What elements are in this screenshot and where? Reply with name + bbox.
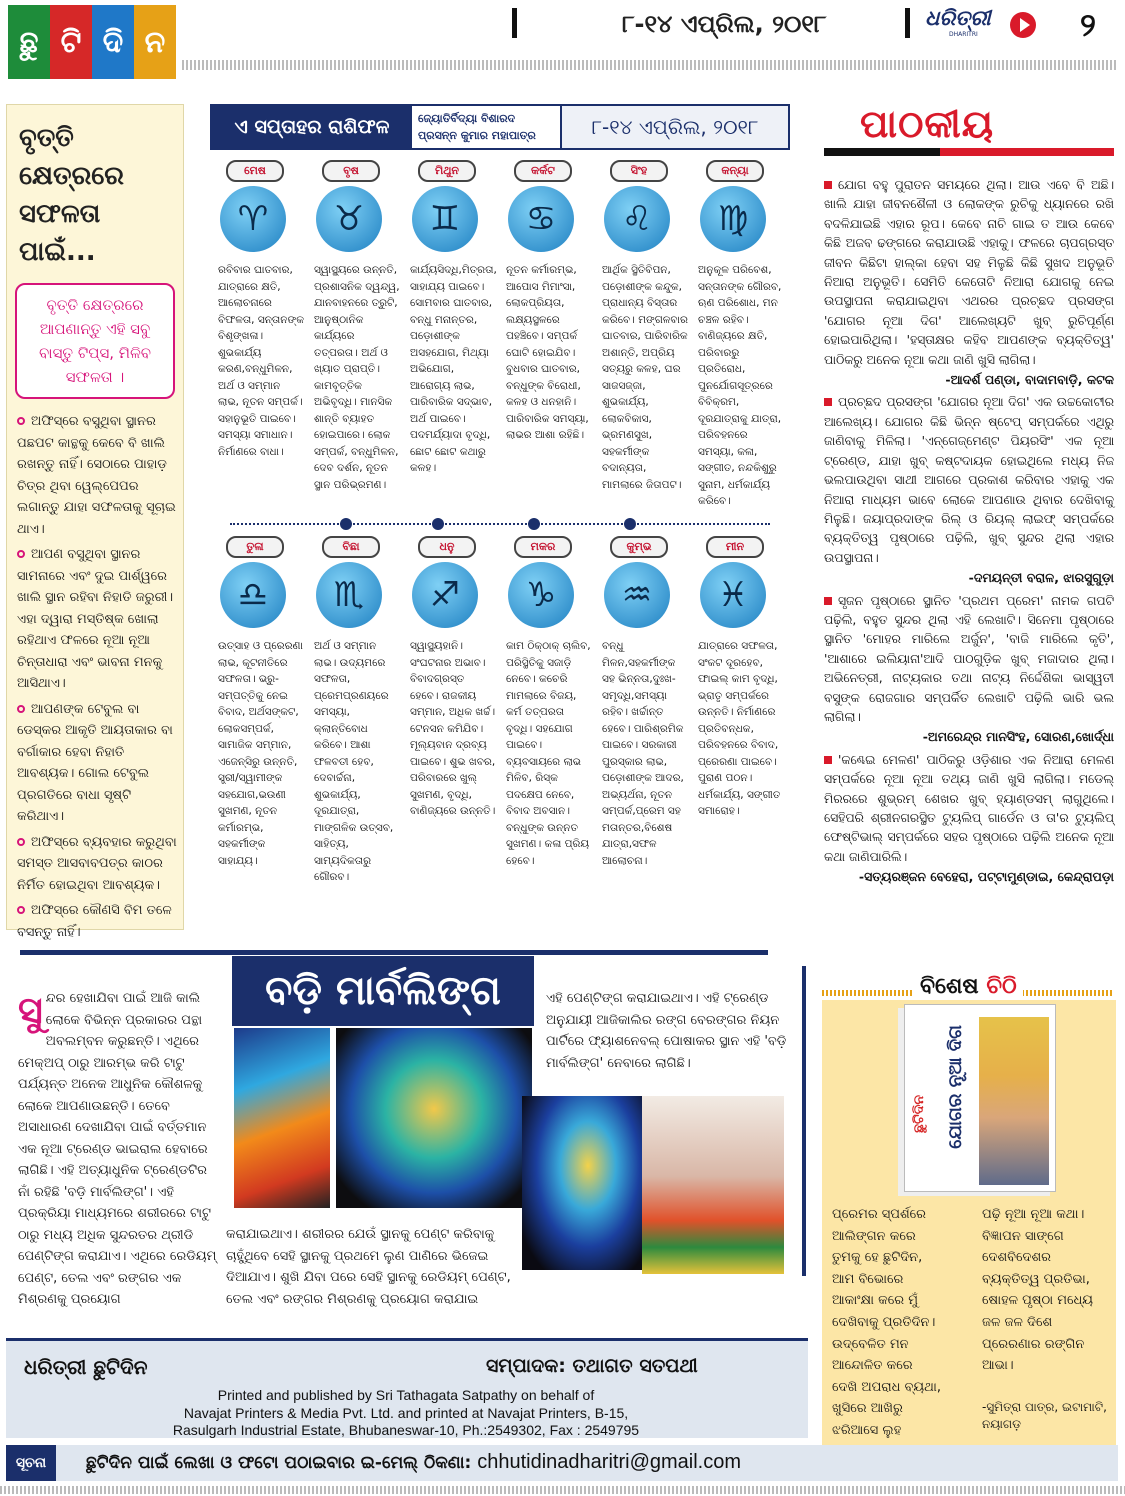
cancer-icon: ♋ bbox=[508, 186, 574, 252]
leo-icon: ♌ bbox=[604, 186, 670, 252]
sign-forecast: କାର୍ଯ୍ୟସିଦ୍ଧି,ମିତ୍ରତା, ସାହାଯ୍ୟ ପାଇବେ। ସୋମବାର ଘାତବାର, ବନ୍ଧୁ ମନାନ୍ତର, ପଡ଼ୋଶୀଙ୍କ ଅସହଯୋଗ, ମିଥ୍ୟା ଅଭିଯୋଗ, ଆରୋଗ୍ୟ ଲାଭ, ପାରିବାରିକ ସଦ୍ଭାବ, ଅର୍ଥ ପାଇବେ। ପଦମର୍ଯ୍ୟାଦା ବୃଦ୍ଧି, ଛୋଟ ଛୋଟ କଥାରୁ କଳହ। bbox=[410, 264, 497, 474]
poem-line: ପ୍ରେରଣାର ରଙ୍ଗିନ bbox=[982, 1336, 1085, 1352]
scorpio-icon: ♏ bbox=[316, 562, 382, 628]
bottom-rule bbox=[0, 1486, 1125, 1494]
letters-list bbox=[824, 176, 1114, 887]
sign-card-virgo bbox=[690, 160, 786, 505]
sign-card-leo bbox=[594, 160, 690, 505]
horoscope-title: ଏ ସପ୍ତାହର ରାଶିଫଳ bbox=[212, 106, 412, 148]
sign-forecast: ନୂତନ କର୍ମାରମ୍ଭ, ଆପୋସ ମିମାଂସା, ଲୋକପ୍ରିୟତା, ଲକ୍ଷ୍ୟସ୍ଥଳରେ ପହଞ୍ଚିବେ। ସମ୍ପର୍କ ଘୋଟି ହୋଇଯିବ। ବୁଧବାର ଘାତବାର, ବନ୍ଧୁଙ୍କ ବିରୋଧୀ, କଳହ ଓ ଧନହାନି। ପାରିବାରିକ ସମସ୍ୟା, ଲାଭର ଆଶା ରହିଛି। bbox=[506, 264, 589, 441]
aquarius-icon: ♒ bbox=[604, 562, 670, 628]
sign-forecast: ଯାତ୍ରାରେ ସଫଳତା, ସଂକଟ ଦୂରହେବ, ଫାଇଲ୍ କାମ ବୃଦ୍ଧି, ଭ୍ରାତୃ ସମ୍ପର୍କରେ ଉନ୍ନତି। ନିର୍ମାଣରେ ପ୍ରତିବନ୍ଧକ, ପରିବହନରେ ବିବାଦ, ପ୍ରେରଣା ପାଇବେ। ପୁରାଣ ପଠନ। ଧର୍ମକାର୍ଯ୍ୟ, ସଙ୍ଗୀତ ସମାରୋହ। bbox=[698, 640, 781, 817]
special-title-a: ବିଶେଷ bbox=[920, 974, 979, 999]
drop-cap: ସୁ bbox=[18, 988, 43, 1032]
marbling-painting-photo bbox=[642, 1096, 784, 1274]
poem-line: ପଢ଼ି ନୂଆ ନୂଆ କଥା। bbox=[982, 1207, 1085, 1222]
poem-line: ଷୋହଳ ପୃଷ୍ଠା ମଧ୍ୟେ bbox=[982, 1293, 1094, 1309]
poem-line: ଦେଖିବାକୁ ପ୍ରତିଦିନ। bbox=[832, 1314, 936, 1330]
author-line: ଜ୍ୟୋତିର୍ବିଦ୍ୟା ବିଶାରଦ bbox=[418, 112, 516, 125]
logo-letter: ଛୁ bbox=[8, 5, 50, 79]
footer-imprint bbox=[6, 1338, 808, 1438]
sign-forecast: ଅନୁକୂଳ ପରିବେଶ, ସନ୍ତାନଙ୍କ ଗୌରବ, ଋଣ ପରିଶୋଧ, ମନ ଚଞ୍ଚଳ ରହିବ। ବାଣିଜ୍ୟରେ କ୍ଷତି, ପରିବାରରୁ ପ୍ରତିରୋଧ, ପୁନର୍ଯୋଗସୂତ୍ରରେ ବିବିକ୍ରମ, ଦୂରଯାତ୍ରାକୁ ଯାତ୍ରା, ପରିବହନରେ ସମସ୍ୟା, କଳା, ସଙ୍ଗୀତ, ନନ୍ଦକିଶୁରୁ ସୁନାମ, ଧର୍ମକାର୍ଯ୍ୟ କରିବେ। bbox=[698, 264, 782, 507]
capricorn-icon: ♑ bbox=[508, 562, 574, 628]
tip-text: ଅଫିସ୍‌ରେ କୌଣସି ବିମ ତଳେ ବସନ୍ତୁ ନାହିଁ। bbox=[17, 903, 172, 940]
magazine-headline: ଯୋଗର ନୂଆ ଦିଗ bbox=[945, 1025, 966, 1149]
notice-text bbox=[86, 1451, 741, 1474]
sign-name: କନ୍ୟା bbox=[706, 160, 764, 182]
sign-card-scorpio bbox=[306, 536, 402, 881]
tip-text: ଆପଣ ବସୁଥିବା ସ୍ଥାନର ସାମନାରେ ଏବଂ ଦୁଇ ପାର୍ଶ୍ୱରେ ଖାଲି ସ୍ଥାନ ରହିବା ନିହାତି ଜରୁରୀ। ଏହା ଦ୍ୱାରା ମସ୍ତିଷ୍କ ଖୋଲା ରହିଥାଏ ଫଳରେ ନୂଆ ନୂଆ ଚିନ୍ତାଧାରା ଏବଂ ଭାବନା ମନକୁ ଆସିଥାଏ। bbox=[17, 547, 174, 691]
issue-date: ୮-୧୪ ଏପ୍ରିଲ, ୨୦୧୮ bbox=[622, 10, 827, 38]
author-line: ପ୍ରସନ୍ନ କୁମାର ମହାପାତ୍ର bbox=[418, 129, 536, 142]
poem-line: ପ୍ରେମର ସ୍ପର୍ଶରେ bbox=[832, 1207, 927, 1222]
logo-letter: ନ bbox=[134, 5, 176, 79]
poem-line: ବିଜ୍ଞାପନ ସାଙ୍ଗେ bbox=[982, 1228, 1064, 1244]
marbling-col3: ଏହି ପେଣ୍ଟିଙ୍ଗ କରାଯାଇଥାଏ। ଏହି ଟ୍ରେଣ୍ଡ ଅନୁଯାୟୀ ଆଜିକାଲିର ରଙ୍ଗ ବେରଙ୍ଗର ନିୟନ ପାର୍ଟିରେ ଫ୍ୟାଶନେବଲ୍ ପୋଷାକର ସ୍ଥାନ ଏହି 'ବଡ଼ି ମାର୍ବଲିଙ୍ଗ' ନେବାରେ ଲାଗିଛି। bbox=[546, 991, 787, 1071]
letter-signature: -ଦମୟନ୍ତୀ ବରାଳ, ଝାରସୁଗୁଡ଼ା bbox=[968, 570, 1114, 586]
notice-email[interactable]: chhutidinadharitri@gmail.com bbox=[477, 1451, 741, 1473]
sign-name: ସିଂହ bbox=[610, 160, 668, 182]
sign-name: ମକର bbox=[514, 536, 572, 558]
sign-forecast: ଆର୍ଥିକ ସ୍ଥିତିବିପନ, ପଡ଼ୋଶୀଙ୍କ କନ୍ଦୁକ, ପ୍ରାଧାନ୍ୟ ବିସ୍ତାର କରିବେ। ମଙ୍ଗଳବାର ଘାତବାର, ପାରିବାରିକ ଅଶାନ୍ତି, ଅପ୍ରିୟ ସତ୍ୟରୁ କଳହ, ଘର ସାଜସଜ୍ଜା, ଶୁଭକାର୍ଯ୍ୟ, ଲୋକବିକାସ, ଭ୍ରମଣସୁଖ, ସହକର୍ମୀଙ୍କ ବଦାନ୍ୟତା, ମାମଲାରେ ଜିତାପଟ। bbox=[602, 264, 688, 491]
footer-imprint-text bbox=[116, 1387, 696, 1440]
footer-editor: ସମ୍ପାଦକ: ତଥାଗତ ସତପଥୀ bbox=[486, 1355, 698, 1377]
section-top-rule bbox=[20, 950, 768, 955]
poem-line: ଆକାଂକ୍ଷା କରେ ମୁଁ bbox=[832, 1293, 918, 1309]
letter-item bbox=[824, 751, 1114, 887]
separator-dot bbox=[340, 518, 352, 530]
sign-card-aquarius bbox=[594, 536, 690, 881]
sign-card-capricorn bbox=[498, 536, 594, 881]
imprint-line: Rasulgarh Industrial Estate, Bhubaneswar-10, Ph.:2549302, Fax : 2549795 bbox=[172, 1422, 640, 1438]
poem-right bbox=[982, 1204, 1112, 1433]
letter-item bbox=[824, 592, 1114, 747]
notice-label: ସୂଚନା bbox=[6, 1445, 56, 1481]
letter-item bbox=[824, 393, 1114, 587]
poem-line: ତୁମକୁ ହେ ଛୁଟିଦିନ, bbox=[832, 1250, 923, 1266]
sign-name: ଧନୁ bbox=[418, 536, 476, 558]
separator-dot bbox=[624, 518, 636, 530]
sign-name: କର୍କଟ bbox=[514, 160, 572, 182]
poem-signature: -ସୁମିତ୍ରା ପାତ୍ର, ଇଟାମାଟି, ନୟାଗଡ଼ bbox=[982, 1399, 1107, 1431]
marbling-hand-photo bbox=[234, 1028, 330, 1208]
letters-title: ପାଠକୀୟ bbox=[860, 102, 995, 146]
sign-forecast: କାମ ଠିକ୍‌ଠାକ୍ ଚାଲିବ, ପରିସ୍ଥିତିକୁ ସଜାଡ଼ି ନେବେ। କଚେରି ମାମଲାରେ ବିଜୟ, କର୍ମ ତତ୍ପରତା ବୃଦ୍ଧି। ସହଯୋଗ ପାଇବେ। ବ୍ୟବସାୟରେ ଲାଭ ମିଳିବ, ରିସ୍କ ପଦକ୍ଷେପ ନେବେ, ବିବାଦ ଅବସାନ। ବନ୍ଧୁଙ୍କ ଉନ୍ନତ ସୁଖମଣ। କଳା ପ୍ରିୟ ହେବେ। bbox=[506, 640, 591, 867]
marbling-face-photo bbox=[336, 1028, 532, 1208]
letter-text: ପ୍ରଚ୍ଛଦ ପ୍ରସଙ୍ଗ 'ଯୋଗର ନୂଆ ଦିଗ' ଏକ ଉଚ୍ଚକୋଟୀର ଆଲେଖ୍ୟ। ଯୋଗର କିଛି ଭିନ୍ନ ଷ୍ଟେପ୍ ସମ୍ପର୍କରେ ଏଥିରୁ ଜାଣିବାକୁ ମିଳିଲା। 'ଏନ୍‌ଗେଜ୍‌ମେଣ୍ଟ ପିୟରସିଂ' ଏକ ନୂଆ ଟ୍ରେଣ୍ଡ, ଯାହା ଖୁବ୍ କଷ୍ଟଦାୟକ ହୋଇଥିଲେ ମଧ୍ୟ ନିଜ ଭଲପାଉଥିବା ସାଥୀ ଆଗରେ ପ୍ରକାଶ କରିବାର ଏହାକୁ ଏକ ନିଆରା ମାଧ୍ୟମ ଭାବେ ଲୋକେ ଆପଣାଉ ଥିବାର ଦେଖିବାକୁ ମିଳୁଛି। ଜୟାପ୍ରଦାଙ୍କ ରିଲ୍ ଓ ରିୟଲ୍ ଲାଇଫ୍ ସମ୍ପର୍କରେ ବ୍ୟକ୍ତିତ୍ୱ ପୃଷ୍ଠାରେ ପଢ଼ିଲି, ଖୁବ୍ ସୁନ୍ଦର ଥିଲା ଏହାର ଉପସ୍ଥାପନା। bbox=[824, 395, 1114, 565]
play-icon bbox=[1010, 12, 1036, 38]
sign-card-pisces bbox=[690, 536, 786, 881]
sign-card-taurus bbox=[306, 160, 402, 505]
masthead-logo bbox=[8, 5, 178, 79]
footer-notice bbox=[6, 1445, 1118, 1481]
notice-label-text: ଛୁଟିଦିନ ପାଇଁ ଲେଖା ଓ ଫଟୋ ପଠାଇବାର ଇ-ମେଲ୍ ଠିକଣା: bbox=[86, 1453, 472, 1473]
tip-item bbox=[17, 544, 177, 695]
tip-text: ଆପଣଙ୍କ ଟେବୁଲ ବା ଡେସ୍କର ଆକୃତି ଆୟତାକାର ବା ବର୍ଗାକାର ହେବା ନିହାତି ଆବଶ୍ୟକ। ଗୋଲ ଟେବୁଲ ପ୍ରଗତିରେ ବାଧା ସୃଷ୍ଟି କରିଥାଏ। bbox=[17, 701, 173, 824]
sign-name: ତୁଳା bbox=[226, 536, 284, 558]
sign-name: ମୀନ bbox=[706, 536, 764, 558]
special-title bbox=[914, 974, 1023, 999]
letter-signature: -ଆଦର୍ଶ ପଣ୍ଡା, ବାଦାମବାଡ଼ି, କଟକ bbox=[945, 372, 1114, 388]
sign-name: ମିଥୁନ bbox=[418, 160, 476, 182]
brand-sub: DHARITRI bbox=[949, 31, 978, 38]
poem-line: ଆଲିଙ୍ଗନ କରେ bbox=[832, 1228, 916, 1244]
logo-letter: ଦି bbox=[92, 5, 134, 79]
horoscope-date: ୮-୧୪ ଏପ୍ରିଲ, ୨୦୧୮ bbox=[562, 106, 788, 148]
magazine-photo bbox=[979, 1017, 1049, 1185]
sign-card-sagittarius bbox=[402, 536, 498, 881]
sign-name: ମେଷ bbox=[226, 160, 284, 182]
marbling-col1 bbox=[18, 988, 223, 1311]
letter-signature: -ଅମରେନ୍ଦ୍ର ମାନସିଂହ, ସୋରଣ,ଖୋର୍ଦ୍ଧା bbox=[922, 729, 1114, 745]
letter-text: 'କଣ୍ଢେଇ ମେଳଣ' ପାଠିକରୁ ଓଡ଼ିଶାର ଏକ ନିଆରା ମେଳଣ ସମ୍ପର୍କରେ ନୂଆ ନୂଆ ତଥ୍ୟ ଜାଣି ଖୁସି ଲାଗିଲା। ମଡେଲ୍ ମିରରରେ ଶୁଭ୍ରମ୍ ଶେଖର ଖୁବ୍ ହ୍ୟାଣ୍ଡସମ୍ ଲାଗୁଥିଲେ। ସେହିପରି ଶ୍ରୀନଗରସ୍ଥିତ ଟ୍ୟୁଲିପ୍ ଗାର୍ଡେନ ଓ ତା'ର ଟ୍ୟୁଲିପ୍ ଫେଷ୍ଟିଭାଲ୍ ସମ୍ପର୍କରେ ସହର ପୃଷ୍ଠାରେ ପଢ଼ିଲି ଅନେକ ନୂଆ କଥା ଜାଣିପାରିଲି। bbox=[824, 752, 1114, 864]
poem-line: ଖୁସିରେ ଆଖିରୁ bbox=[832, 1401, 903, 1417]
separator-dot bbox=[432, 518, 444, 530]
special-panel bbox=[822, 1000, 1116, 1480]
poem-line: ଦେଖି ଅପରାଧ ବ୍ୟଥା, bbox=[832, 1379, 941, 1395]
special-title-b: ଚିଠି bbox=[986, 974, 1017, 999]
sign-forecast: ଉତ୍ସାହ ଓ ପ୍ରେରଣା ଲାଭ, କୂଟନୀତିରେ ସଫଳତା। ଭ୍ରୁ-ସମ୍ପତ୍ତିକୁ ନେଇ ବିବାଦ, ଅର୍ଥସଙ୍କଟ, ଲୋକସମ୍ପର୍କ, ସାମାଜିକ ସମ୍ମାନ, ଏଜେନ୍ସିରୁ ଉନ୍ନତି, ସ୍ତ୍ରୀ/ସ୍ୱାମୀଙ୍କ ସହଯୋଗ,ଭଉଣୀ ସୁଖମଣ, ନୂତନ କର୍ମାରମ୍ଭ, ସହକର୍ମୀଙ୍କ ସାହାଯ୍ୟ। bbox=[218, 640, 303, 867]
tips-title: ବୃତ୍ତି କ୍ଷେତ୍ରରେ ସଫଳତା ପାଇଁ... bbox=[19, 123, 125, 267]
letters-section bbox=[818, 100, 1118, 945]
footer-brand: ଧରିତ୍ରୀ ଛୁଟିଦିନ bbox=[24, 1355, 148, 1379]
magazine-label: ଛୁଟିଦିନ bbox=[911, 1095, 927, 1133]
sagittarius-icon: ♐ bbox=[412, 562, 478, 628]
taurus-icon: ♉ bbox=[316, 186, 382, 252]
poem-left bbox=[832, 1204, 972, 1442]
tip-text: ଅଫିସ୍‌ରେ ବ୍ୟବହାର କରୁଥିବା ସମସ୍ତ ଆସବାବପତ୍ର କାଠର ନିର୍ମିତ ହୋଇଥିବା ଆବଶ୍ୟକ। bbox=[17, 834, 177, 893]
marbling-title: ବଡ଼ି ମାର୍ବଲିଙ୍ଗ bbox=[232, 956, 534, 1026]
imprint-line: Printed and published by Sri Tathagata Satpathy on behalf of bbox=[217, 1387, 595, 1403]
sign-forecast: ସ୍ୱାସ୍ଥ୍ୟରେ ଉନ୍ନତି, ପ୍ରଶାସନିକ ଦ୍ୱନ୍ଦ୍ୱ, ଯାନବାହନରେ ତ୍ରୁଟି, ଆନୁଷ୍ଠାନିକ କାର୍ଯ୍ୟରେ ତତ୍ପରତା। ଅର୍ଥ ଓ ଖ୍ୟାତ ପ୍ରାପ୍ତି। କାମବୃତ୍ତିକ ଅଭିବୃଦ୍ଧି। ମାନସିକ ଶାନ୍ତି ବ୍ୟାହତ ହୋଇପାରେ। ଲୋକ ସମ୍ପର୍କ, ବନ୍ଧୁମିଳନ, ଦେବ ଦର୍ଶନ, ନୂତନ ସ୍ଥାନ ପରିଭ୍ରମଣ। bbox=[314, 264, 400, 491]
tip-item bbox=[17, 900, 177, 943]
sign-forecast: ରବିବାର ଘାତବାର, ଯାତ୍ରାରେ କ୍ଷତି, ଆଲୋଚନାରେ ବିଫଳତା, ସନ୍ତାନଙ୍କ ବିଶୃଙ୍ଖଳା। ଶୁଭକାର୍ଯ୍ୟ କରଣ,ବନ୍ଧୁମିଳନ, ଅର୍ଥ ଓ ସମ୍ମାନ ଲାଭ, ନୂତନ ସମ୍ପର୍କ। ସହାନୁଭୂତି ପାଇବେ। ସମସ୍ୟା ସମାଧାନ। ନିର୍ମାଣରେ ବାଧା। bbox=[218, 264, 304, 458]
sign-forecast: ବନ୍ଧୁ ମିଳନ,ସହକର୍ମୀଙ୍କ ସହ ଭିନ୍ନତା,ଦୁଃଖ-ସମୃଦ୍ଧି,ସମସ୍ୟା ରହିବ। ଖର୍ଚ୍ଚାନ୍ତ ହେବେ। ପାରିଶ୍ରମିକ ପାଇବେ। ସରକାରୀ ପୁରସ୍କାର ଲାଭ, ପଡ଼ୋଶୀଙ୍କ ଆଦର, ଅଭ୍ୟର୍ଥନା, ନୂତନ ସମ୍ପର୍କ,ପ୍ରେମ ସହ ମତାନ୍ତର,ବିଶେଷ ଯାତ୍ରା,ସଫଳ ଆଲୋଚନା। bbox=[602, 640, 684, 867]
sign-name: କୁମ୍ଭ bbox=[610, 536, 668, 558]
masthead-divider bbox=[905, 8, 910, 38]
poem-line: ଆନ୍ଦୋଳିତ କରେ bbox=[832, 1358, 913, 1374]
libra-icon: ♎ bbox=[220, 562, 286, 628]
poem-line: ଝରିଆସେ ଲୁହ bbox=[832, 1422, 902, 1438]
masthead bbox=[0, 0, 1125, 80]
masthead-divider bbox=[512, 8, 517, 38]
virgo-icon: ♍ bbox=[700, 186, 766, 252]
body-marbling-section bbox=[0, 946, 810, 1330]
letters-title-rule bbox=[824, 148, 1114, 156]
poem-line: ଜଳ ଜଳ ଦିଶେ bbox=[982, 1314, 1053, 1330]
tip-text: ଅଫିସ୍‌ରେ ବସୁଥିବା ସ୍ଥାନର ପଛପଟ କାନ୍ଥକୁ କେବେ ବି ଖାଲି ରଖନ୍ତୁ ନାହିଁ। ସେଠାରେ ପାହାଡ଼ ଚିତ୍ର ଥିବା ୱେଲ୍‌ପେପର ଲଗାନ୍ତୁ ଯାହା ସଫଳତାକୁ ସୂଚାଇ ଥାଏ। bbox=[17, 414, 176, 537]
sign-forecast: ସ୍ୱାସ୍ଥ୍ୟହାନି। ସଂଘଟନାର ଅଭାବ। ବିବାଦଗ୍ରସ୍ତ ହେବେ। ରାଜକୀୟ ସମ୍ମାନ, ଅଧିକ ଖର୍ଚ୍ଚ। ଟେନସନ କମିଯିବ। ମୂଲ୍ୟବାନ ଦ୍ରବ୍ୟ ପାଇବେ। ଶୁଭ ଖବର, ପରିବାରରେ ଖୁଲ୍ ସୁଖମଣ, ବୃଦ୍ଧି, ବାଣିଜ୍ୟରେ ଉନ୍ନତି। bbox=[410, 640, 496, 817]
tip-item bbox=[17, 699, 177, 828]
letter-text: ସୃଜନ ପୃଷ୍ଠାରେ ସ୍ଥାନିତ 'ପ୍ରଥମ ପ୍ରେମ' ନାମକ ଗପଟି ପଢ଼ିଲି, ବହୁତ ସୁନ୍ଦର ଥିଲା ଏହି ଲେଖାଟି। ସିନେମା ପୃଷ୍ଠାରେ ସ୍ଥାନିତ 'ମୋହର ମାରିଲେ ଅର୍ଜୁନ', 'ବାଜି ମାରିଲେ କୃତି', 'ଆଶାରେ ଇଲିୟାନା'ଆଦି ପାଠଗୁଡ଼ିକ ଖୁବ୍ ମଜାଦାର ଥିଲା। ଅଭିନେତ୍ରୀ, ନାଟ୍ୟକାର ତଥା ନାଟ୍ୟ ନିର୍ଦ୍ଦେଶିକା ଭାସ୍ୱତୀ ବସୁଙ୍କ ରୋଜଗାର ସମ୍ପର୍କିତ ଲେଖାଟି ପଢ଼ିଲି ଭାରି ଭଲ ଲାଗିଲା। bbox=[824, 593, 1114, 724]
masthead-rule bbox=[182, 60, 1118, 70]
poem-line: ଦେଶବିଦେଶର bbox=[982, 1250, 1051, 1266]
brand-name: ଧରିତ୍ରୀ bbox=[925, 6, 991, 30]
article-text: ନ୍ଦର ହେଖାଯିବା ପାଇଁ ଆଜି କାଲି ଲୋକେ ବିଭିନ୍ନ ପ୍ରକାରର ପନ୍ଥା ଅବଲମ୍ବନ କରୁଛନ୍ତି। ଏଥିରେ ମେକ୍‌ଅପ୍ ଠାରୁ ଆରମ୍ଭ କରି ଟାଟୁ ପର୍ଯ୍ୟନ୍ତ ଅନେକ ଆଧୁନିକ କୌଶଳକୁ ଲୋକେ ଆପଣାଉଛନ୍ତି। ତେବେ ଅସାଧାରଣ ଦେଖାଯିବା ପାଇଁ ବର୍ତ୍ତମାନ ଏକ ନୂଆ ଟ୍ରେଣ୍ଡ ଭାଇରାଲ ହେବାରେ ଲାଗିଛି। ଏହି ଅତ୍ୟାଧୁନିକ ଟ୍ରେଣ୍ଡଟିର ନାଁ ରହିଛି 'ବଡ଼ି ମାର୍ବଲିଙ୍ଗ'। ଏହି ପ୍ରକ୍ରିୟା ମାଧ୍ୟମରେ ଶରୀରରେ ଟାଟୁ ଠାରୁ ମଧ୍ୟ ଅଧିକ ସୁନ୍ଦରତର ଥ୍ରୀଡି ପେଣ୍ଟିଙ୍ଗ କରାଯାଏ। ଏଥିରେ ରେଡିୟମ୍ ପେଣ୍ଟ, ତେଲ ଏବଂ ରଙ୍ଗର ଏକ ମିଶ୍ରଣକୁ ପ୍ରୟୋଗ bbox=[18, 991, 217, 1307]
logo-letter: ଟି bbox=[50, 5, 92, 79]
horoscope-header bbox=[210, 104, 790, 150]
letter-signature: -ସତ୍ୟରଞ୍ଜନ ବେହେରା, ପଟ୍ଟାମୁଣ୍ଡାଇ, କେନ୍ଦ୍ରାପଡ଼ା bbox=[858, 869, 1114, 885]
letter-text: ଯୋଗ ବହୁ ପୁରାତନ ସମୟରେ ଥିଲା। ଆଉ ଏବେ ବି ଅଛି। ଖାଲି ଯାହା ଜୀବନଶୈଳୀ ଓ ଲୋକଙ୍କ ରୁଚିକୁ ଧ୍ୟାନରେ ରଖି ବଦଳିଯାଇଛି ଏହାର ରୂପ। କେବେ ନାଚି ଗାଇ ତ ଆଉ କେବେ କିଛି ଅଜବ ଢଙ୍ଗରେ କରାଯାଉଛି ଏହାକୁ। ଫଳରେ ଚାପଗ୍ରସ୍ତ ଜୀବନ କିଛିଟା ହାଲ୍‌କା ହେବା ସହ ମିଳୁଛି କିଛି ସୁଖଦ ଅନୁଭୂତି ନିଆରା ଅନୁଭୂତି। ସେମିତି କେତୋଟି ନିଆରା ଯୋଗକୁ ନେଇ ଉପସ୍ଥାପନା କରାଯାଇଥିବା ଏଥରର ପ୍ରଚ୍ଛଦ ପ୍ରସଙ୍ଗ 'ଯୋଗର ନୂଆ ଦିଗ' ଆଲେଖ୍ୟଟି ଖୁବ୍ ରୁଚିପୂର୍ଣ୍ଣ ହୋଇପାରିଥିଲା। 'ହସ୍ତାକ୍ଷର କହିବ ଆପଣଙ୍କ ବ୍ୟକ୍ତିତ୍ୱ' ପାଠିକରୁ ଅନେକ ନୂଆ କଥା ଜାଣି ଖୁସି ଲାଗିଲା। bbox=[824, 178, 1114, 367]
sign-name: ବିଛା bbox=[322, 536, 380, 558]
section-right-rule bbox=[802, 966, 806, 1276]
page-number: ୨ bbox=[1080, 6, 1096, 44]
poem-line: ଆଭା। bbox=[982, 1358, 1014, 1374]
imprint-line: Navajat Printers & Media Pvt. Ltd. and printed at Navajat Printers, B-15, bbox=[183, 1404, 629, 1421]
poem-line: ଆମ ବିଭୋରେ bbox=[832, 1271, 904, 1287]
tips-panel bbox=[6, 104, 184, 940]
sign-card-gemini bbox=[402, 160, 498, 505]
separator-dot bbox=[528, 518, 540, 530]
row-separator bbox=[230, 518, 770, 530]
marbling-col2: କରାଯାଇଥାଏ। ଶରୀରର ଯେଉଁ ସ୍ଥାନକୁ ପେଣ୍ଟ କରିବାକୁ ଚାହୁଁଥିବେ ସେହି ସ୍ଥାନକୁ ପ୍ରଥମେ ଲୁଣ ପାଣିରେ ଭିଜେଇ ଦିଆଯାଏ। ଶୁଖି ଯିବା ପରେ ସେହି ସ୍ଥାନକୁ ରେଡିୟମ୍ ପେଣ୍ଟ, ତେଲ ଏବଂ ରଙ୍ଗର ମିଶ୍ରଣକୁ ପ୍ରୟୋଗ କରାଯାଇ bbox=[226, 1227, 511, 1307]
sign-card-libra bbox=[210, 536, 306, 881]
marbling-profile-photo bbox=[522, 1096, 642, 1270]
sign-forecast: ଅର୍ଥ ଓ ସମ୍ମାନ ଲାଭ। ଉଦ୍ୟମରେ ସଫଳତା, ପ୍ରେମପ୍ରଣୟରେ ସମସ୍ୟା, କ୍ଲାନ୍ତିବୋଧ କରିବେ। ଆଶା ଫଳବତୀ ହେବ, ଦେବାର୍ଚ୍ଚନା, ଶୁଭକାର୍ଯ୍ୟ, ଦୂରଯାତ୍ରା, ମାଙ୍ଗଳିକ ଉତ୍ସବ, ସାହିତ୍ୟ, ସାମ୍ୟଦିକତାରୁ ଗୌରବ। bbox=[314, 640, 394, 883]
pisces-icon: ♓ bbox=[700, 562, 766, 628]
tips-list bbox=[7, 405, 183, 943]
sign-card-aries bbox=[210, 160, 306, 505]
brand-logo bbox=[925, 6, 991, 38]
aries-icon: ♈ bbox=[220, 186, 286, 252]
poem-line: ଉଦ୍‌ବେଳିତ ମନ bbox=[832, 1336, 909, 1352]
poem-line: ବ୍ୟକ୍ତିତ୍ୱ ପ୍ରତିଭା, bbox=[982, 1271, 1090, 1287]
sign-card-cancer bbox=[498, 160, 594, 505]
special-letter-section bbox=[818, 970, 1120, 1480]
letter-item bbox=[824, 176, 1114, 389]
gemini-icon: ♊ bbox=[412, 186, 478, 252]
tip-item bbox=[17, 832, 177, 897]
sign-name: ବୃଷ bbox=[322, 160, 380, 182]
magazine-cover bbox=[904, 1004, 1056, 1192]
horoscope-author bbox=[412, 106, 562, 148]
horoscope-section bbox=[200, 100, 798, 920]
tips-intro: ବୃତ୍ତି କ୍ଷେତ୍ରରେ ଆପଣାନ୍ତୁ ଏହି ସବୁ ବାସ୍ତୁ ଟିପ୍ସ, ମିଳିବ ସଫଳତା । bbox=[15, 283, 175, 399]
tip-item bbox=[17, 411, 177, 540]
